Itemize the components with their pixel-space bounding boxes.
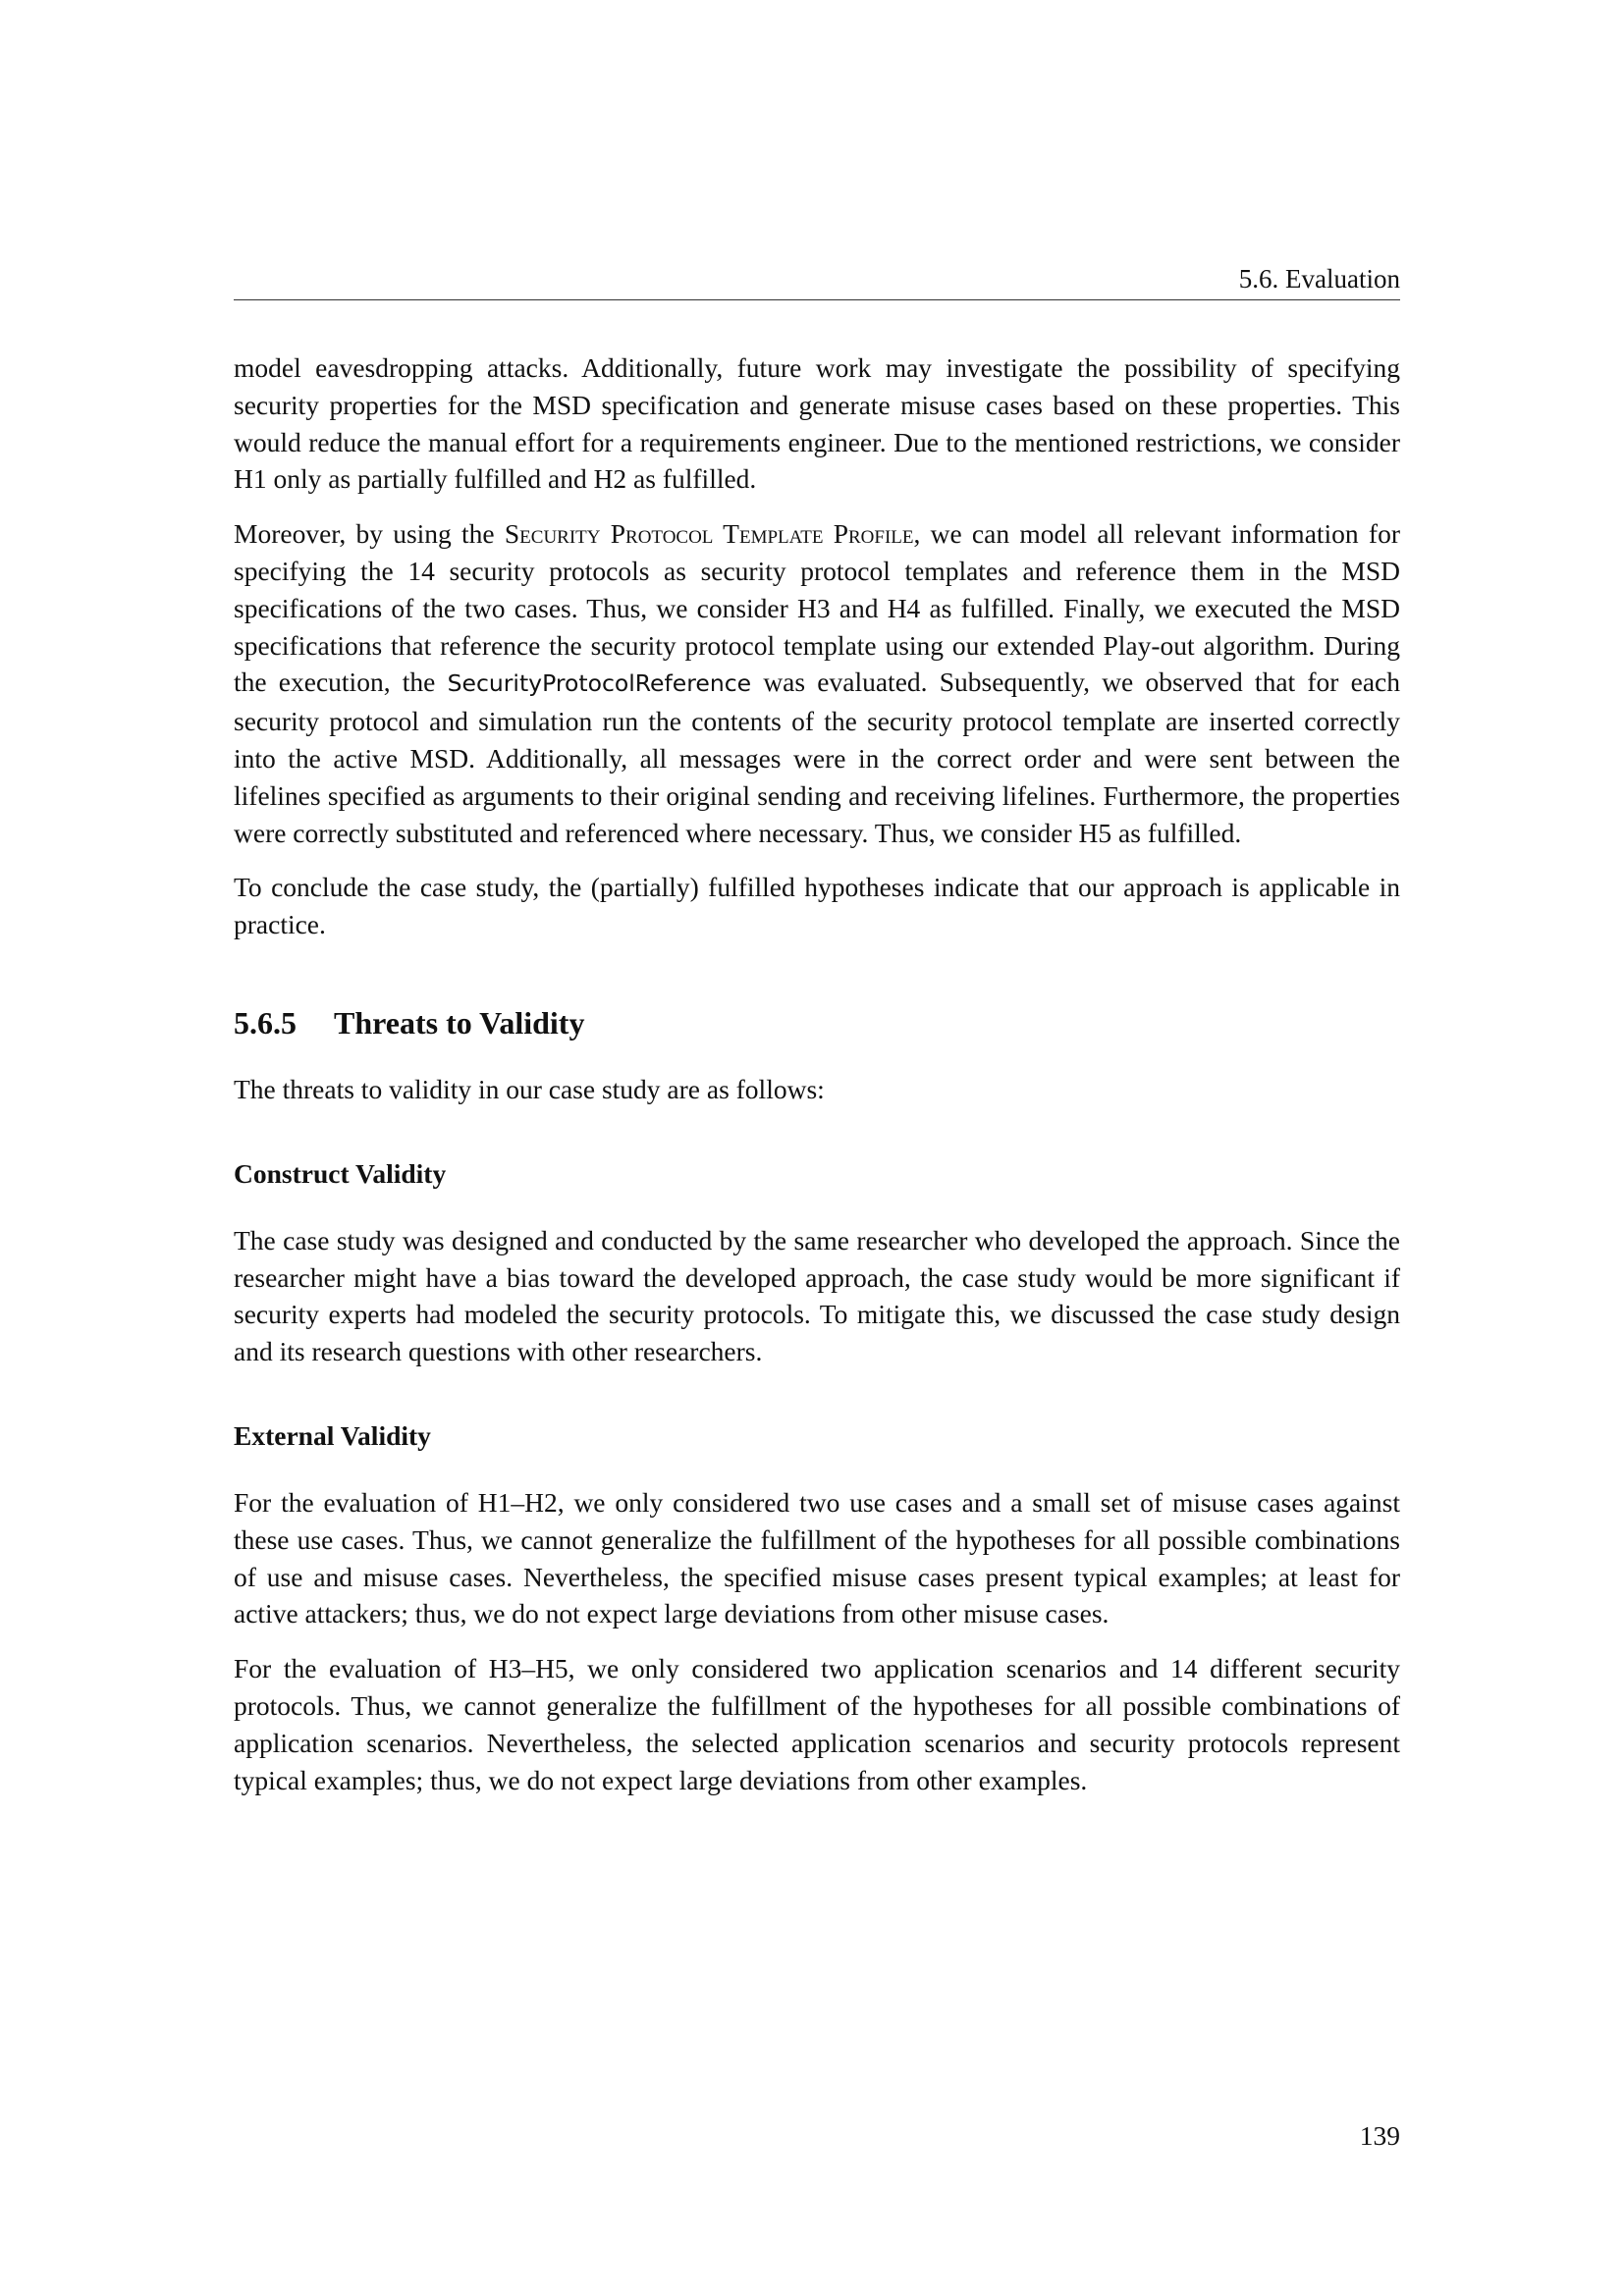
subsection-heading-construct: Construct Validity (234, 1157, 447, 1189)
section-number: 5.6.5 (234, 1004, 297, 1041)
running-header (1239, 263, 1400, 294)
running-header-section: 5.6. (1238, 264, 1279, 294)
paragraph-2-part-b: , we can model all relevant information for specifying the 14 security protocols as security protocol templates and reference them in the MSD specifications of the two cases. Thus, we consider H3 and H4 as fulfilled. Finally, we executed the MSD specifications that reference the security protocol template using our extended Play-out algorithm. During the execution, the (234, 518, 1400, 698)
header-rule (234, 299, 1400, 300)
running-header-title: Evaluation (1285, 264, 1400, 294)
page (234, 0, 1400, 2296)
section-intro: The threats to validity in our case study are as follows: (234, 1073, 825, 1104)
paragraph-2-part-c: was evaluated. Subsequently, we observed that for each security protocol and simulation run the contents of the security protocol template are inserted correctly into the active MSD. Additionally, all messages were in the correct order and were sent between the lifelines specified as arguments to their original sending and receiving lifelines. Furthermore, the properties were correctly substituted and referenced where necessary. Thus, we consider H5 as fulfilled. (234, 667, 1401, 848)
paragraph-1: model eavesdropping attacks. Additionally, future work may investigate the possibility of specifying security properties for the MSD specification and generate misuse cases based on these properties. This would reduce the manual effort for a requirements engineer. Due to the mentioned restrictions, we consider H1 only as partially fulfilled and H2 as fulfilled. (234, 352, 1400, 495)
paragraph-2-part-a: Moreover, by using the (234, 518, 505, 550)
subsection-heading-external: External Validity (234, 1419, 431, 1451)
section-title: Threats to Validity (334, 1004, 585, 1041)
external-validity-text-2: For the evaluation of H3–H5, we only considered two application scenarios and 14 different security protocols. Thus, we cannot generalize the fulfillment of the hypotheses for all possible combinations of application scenarios. Nevertheless, the selected application scenarios and security protocols represent typical examples; thus, we do not expect large deviations from other examples. (234, 1653, 1400, 1795)
section-heading (234, 1004, 1400, 1041)
external-validity-text-1: For the evaluation of H1–H2, we only considered two use cases and a small set of misuse cases against these use cases. Thus, we cannot generalize the fulfillment of the hypotheses for all possible combinations of use and misuse cases. Nevertheless, the specified misuse cases present typical examples; at least for active attackers; thus, we do not expect large deviations from other misuse cases. (234, 1486, 1400, 1629)
paragraph-3: To conclude the case study, the (partially) fulfilled hypotheses indicate that our approach is applicable in practice. (234, 872, 1400, 940)
page-number: 139 (1359, 2120, 1400, 2151)
paragraph-2 (234, 515, 1400, 851)
profile-name: Security Protocol Template Profile (504, 518, 914, 550)
code-term: SecurityProtocolReference (447, 669, 752, 698)
construct-validity-text: The case study was designed and conducted by the same researcher who developed the approach. Since the researcher might have a bias toward the developed approach, the case study would be more significant if security experts had modeled the security protocols. To mitigate this, we discussed the case study design and its research questions with other researchers. (234, 1224, 1400, 1367)
page-body (234, 349, 1400, 1816)
